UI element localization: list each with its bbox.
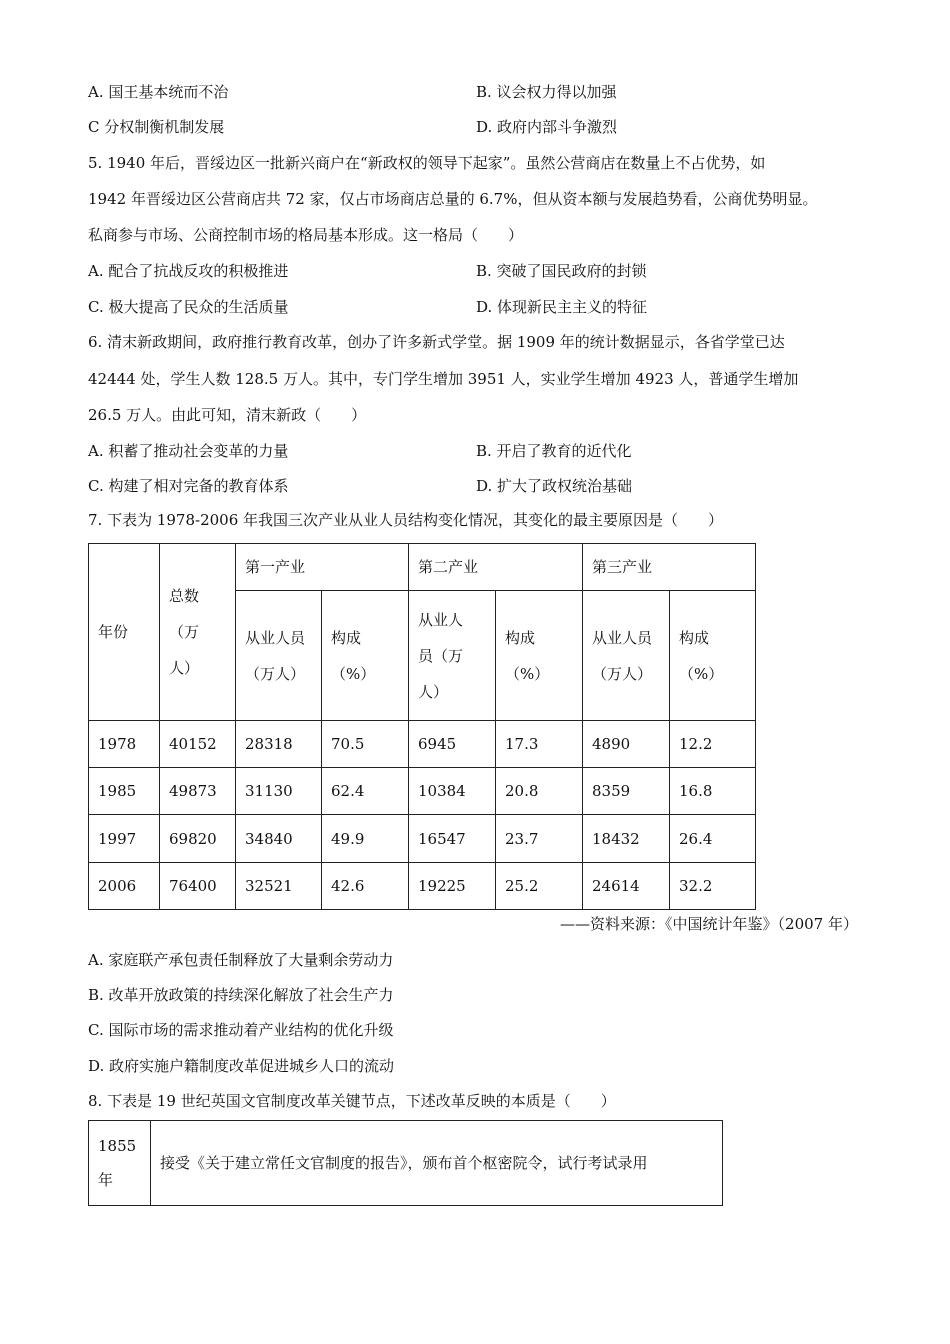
cell-year: 1997 xyxy=(89,815,160,863)
cell-primary-ratio: 49.9 xyxy=(322,815,409,863)
cell-tertiary-employees: 24614 xyxy=(583,863,670,910)
header-total: 总数 （万 人） xyxy=(160,544,236,721)
cell-total: 49873 xyxy=(160,768,236,815)
header-secondary-employees: 从业人 员（万 人） xyxy=(409,591,496,721)
cell-tertiary-ratio: 12.2 xyxy=(670,721,756,768)
cell-tertiary-ratio: 26.4 xyxy=(670,815,756,863)
q7-option-d: D. 政府实施户籍制度改革促进城乡人口的流动 xyxy=(88,1057,395,1075)
cell-total: 76400 xyxy=(160,863,236,910)
cell-secondary-ratio: 25.2 xyxy=(496,863,583,910)
header-secondary-industry: 第二产业 xyxy=(409,544,583,591)
q4-option-b: B. 议会权力得以加强 xyxy=(476,83,617,101)
header-year: 年份 xyxy=(89,544,160,721)
q7-option-a: A. 家庭联产承包责任制释放了大量剩余劳动力 xyxy=(88,951,394,969)
header-secondary-ratio: 构成 （%） xyxy=(496,591,583,721)
q6-stem-line-1: 6. 清末新政期间，政府推行教育改革，创办了许多新式学堂。据 1909 年的统计数据显示，各省学堂已达 xyxy=(88,333,785,351)
q4-option-d: D. 政府内部斗争激烈 xyxy=(476,118,618,136)
cell-year: 1855 年 xyxy=(89,1121,151,1206)
q4-option-c: C 分权制衡机制发展 xyxy=(88,118,225,136)
q5-stem-line-2: 1942 年晋绥边区公营商店共 72 家，仅占市场商店总量的 6.7%，但从资本额与发展趋势看，公商优势明显。 xyxy=(88,190,818,208)
cell-secondary-ratio: 17.3 xyxy=(496,721,583,768)
cell-year: 2006 xyxy=(89,863,160,910)
header-tertiary-employees: 从业人员 （万人） xyxy=(583,591,670,721)
employment-structure-table xyxy=(88,543,756,910)
cell-primary-employees: 32521 xyxy=(236,863,322,910)
table-row xyxy=(89,863,756,910)
q5-option-d: D. 体现新民主主义的特征 xyxy=(476,298,648,316)
cell-primary-employees: 34840 xyxy=(236,815,322,863)
cell-secondary-ratio: 23.7 xyxy=(496,815,583,863)
table-row xyxy=(89,721,756,768)
header-primary-ratio: 构成 （%） xyxy=(322,591,409,721)
q7-option-c: C. 国际市场的需求推动着产业结构的优化升级 xyxy=(88,1021,394,1039)
header-tertiary-ratio: 构成 （%） xyxy=(670,591,756,721)
cell-tertiary-ratio: 16.8 xyxy=(670,768,756,815)
q8-stem: 8. 下表是 19 世纪英国文官制度改革关键节点，下述改革反映的本质是（ ） xyxy=(88,1092,616,1110)
table-source: ——资料来源：《中国统计年鉴》（2007 年） xyxy=(560,915,858,933)
q5-stem-line-3: 私商参与市场、公商控制市场的格局基本形成。这一格局（ ） xyxy=(88,226,524,244)
table-row xyxy=(89,1121,723,1206)
cell-secondary-employees: 16547 xyxy=(409,815,496,863)
cell-primary-employees: 28318 xyxy=(236,721,322,768)
cell-secondary-employees: 19225 xyxy=(409,863,496,910)
cell-tertiary-employees: 8359 xyxy=(583,768,670,815)
q6-option-a: A. 积蓄了推动社会变革的力量 xyxy=(88,442,289,460)
q7-option-b: B. 改革开放政策的持续深化解放了社会生产力 xyxy=(88,986,394,1004)
table-row xyxy=(89,768,756,815)
q4-option-a: A. 国王基本统而不治 xyxy=(88,83,229,101)
header-primary-employees: 从业人员 （万人） xyxy=(236,591,322,721)
cell-tertiary-employees: 4890 xyxy=(583,721,670,768)
civil-service-reform-table xyxy=(88,1120,723,1206)
q6-stem-line-3: 26.5 万人。由此可知，清末新政（ ） xyxy=(88,406,367,424)
q6-stem-line-2: 42444 处，学生人数 128.5 万人。其中，专门学生增加 3951 人，实业学生增加 4923 人，普通学生增加 xyxy=(88,370,799,388)
cell-secondary-ratio: 20.8 xyxy=(496,768,583,815)
cell-event: 接受《关于建立常任文官制度的报告》，颁布首个枢密院令，试行考试录用 xyxy=(151,1121,723,1206)
q5-option-c: C. 极大提高了民众的生活质量 xyxy=(88,298,289,316)
cell-secondary-employees: 6945 xyxy=(409,721,496,768)
cell-tertiary-ratio: 32.2 xyxy=(670,863,756,910)
cell-total: 69820 xyxy=(160,815,236,863)
table-row xyxy=(89,815,756,863)
cell-year: 1985 xyxy=(89,768,160,815)
q5-option-b: B. 突破了国民政府的封锁 xyxy=(476,262,647,280)
q6-option-b: B. 开启了教育的近代化 xyxy=(476,442,632,460)
cell-year: 1978 xyxy=(89,721,160,768)
q5-stem-line-1: 5. 1940 年后，晋绥边区一批新兴商户在“新政权的领导下起家”。虽然公营商店在数量上不占优势，如 xyxy=(88,154,766,172)
cell-primary-ratio: 42.6 xyxy=(322,863,409,910)
q6-option-c: C. 构建了相对完备的教育体系 xyxy=(88,477,289,495)
cell-primary-ratio: 70.5 xyxy=(322,721,409,768)
cell-tertiary-employees: 18432 xyxy=(583,815,670,863)
cell-primary-ratio: 62.4 xyxy=(322,768,409,815)
cell-total: 40152 xyxy=(160,721,236,768)
q6-option-d: D. 扩大了政权统治基础 xyxy=(476,477,633,495)
q7-stem: 7. 下表为 1978-2006 年我国三次产业从业人员结构变化情况，其变化的最主要原因是（ ） xyxy=(88,511,724,529)
cell-secondary-employees: 10384 xyxy=(409,768,496,815)
cell-primary-employees: 31130 xyxy=(236,768,322,815)
header-primary-industry: 第一产业 xyxy=(236,544,409,591)
q5-option-a: A. 配合了抗战反攻的积极推进 xyxy=(88,262,289,280)
header-tertiary-industry: 第三产业 xyxy=(583,544,756,591)
